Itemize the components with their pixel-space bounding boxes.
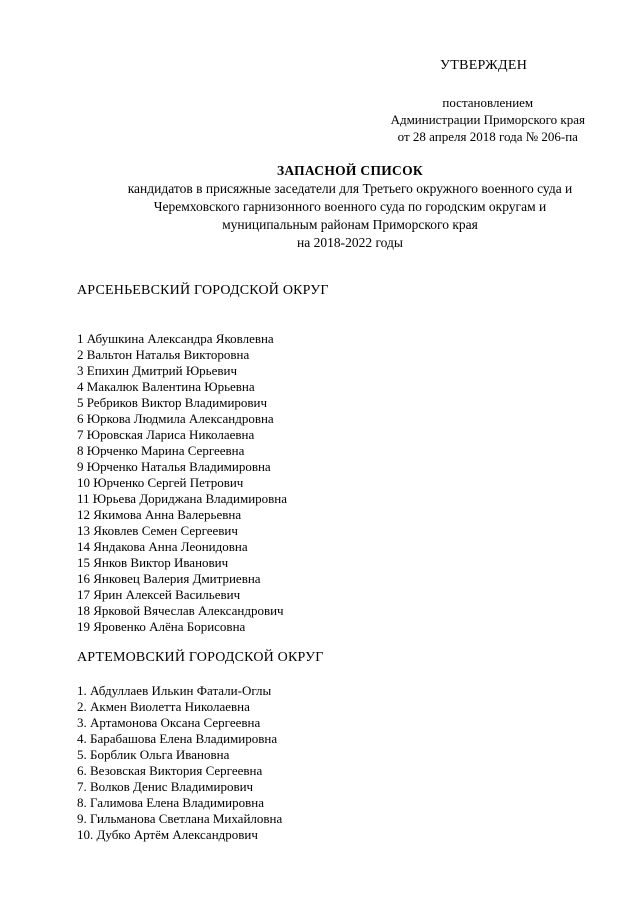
list-item: 14 Яндакова Анна Леонидовна — [77, 539, 248, 554]
list-item: 4 Макалюк Валентина Юрьевна — [77, 379, 255, 394]
heading-line-2: Черемховского гарнизонного военного суда по городским округам и — [153, 199, 547, 214]
approval-block — [391, 94, 585, 145]
list-item: 8. Галимова Елена Владимировна — [77, 795, 264, 810]
list-item: 10 Юрченко Сергей Петрович — [77, 475, 244, 490]
list-item: 9. Гильманова Светлана Михайловна — [77, 811, 283, 826]
list-item: 3. Артамонова Оксана Сергеевна — [77, 715, 261, 730]
heading-line-1: кандидатов в присяжные заседатели для Третьего окружного военного суда и — [127, 181, 573, 196]
list-item: 13 Яковлев Семен Сергеевич — [77, 523, 238, 538]
list-item: 4. Барабашова Елена Владимировна — [77, 731, 278, 746]
list-item: 9 Юрченко Наталья Владимировна — [77, 459, 271, 474]
document-heading — [70, 162, 630, 252]
list-item: 11 Юрьева Дориджана Владимировна — [77, 491, 288, 506]
name-list-arsenyev — [77, 331, 287, 635]
list-item: 1. Абдуллаев Илькин Фатали-Оглы — [77, 683, 272, 698]
list-item: 5. Борблик Ольга Ивановна — [77, 747, 230, 762]
document-title: ЗАПАСНОЙ СПИСОК — [276, 163, 424, 178]
list-item: 10. Дубко Артём Александрович — [77, 827, 258, 842]
approval-title: УТВЕРЖДЕН — [440, 58, 528, 73]
list-item: 17 Ярин Алексей Васильевич — [77, 587, 241, 602]
list-item: 6. Везовская Виктория Сергеевна — [77, 763, 263, 778]
list-item: 7 Юровская Лариса Николаевна — [77, 427, 255, 442]
list-item: 16 Янковец Валерия Дмитриевна — [77, 571, 261, 586]
list-item: 12 Якимова Анна Валерьевна — [77, 507, 242, 522]
list-item: 2. Акмен Виолетта Николаевна — [77, 699, 250, 714]
list-item: 6 Юркова Людмила Александровна — [77, 411, 274, 426]
heading-line-3: муниципальным районам Приморского края — [222, 217, 478, 232]
section-title-arsenyev: АРСЕНЬЕВСКИЙ ГОРОДСКОЙ ОКРУГ — [77, 283, 329, 298]
list-item: 18 Ярковой Вячеслав Александрович — [77, 603, 284, 618]
list-item: 1 Абушкина Александра Яковлевна — [77, 331, 274, 346]
heading-line-4: на 2018-2022 годы — [297, 235, 403, 250]
section-title-artem: АРТЕМОВСКИЙ ГОРОДСКОЙ ОКРУГ — [77, 650, 324, 665]
list-item: 2 Вальтон Наталья Викторовна — [77, 347, 250, 362]
list-item: 8 Юрченко Марина Сергеевна — [77, 443, 245, 458]
name-list-artem — [77, 683, 282, 843]
list-item: 7. Волков Денис Владимирович — [77, 779, 254, 794]
approval-line-3: от 28 апреля 2018 года № 206-па — [397, 129, 578, 144]
list-item: 5 Ребриков Виктор Владимирович — [77, 395, 268, 410]
approval-line-2: Администрации Приморского края — [390, 112, 585, 127]
list-item: 3 Епихин Дмитрий Юрьевич — [77, 363, 238, 378]
list-item: 19 Яровенко Алёна Борисовна — [77, 619, 246, 634]
list-item: 15 Янков Виктор Иванович — [77, 555, 229, 570]
approval-line-1: постановлением — [442, 95, 534, 110]
